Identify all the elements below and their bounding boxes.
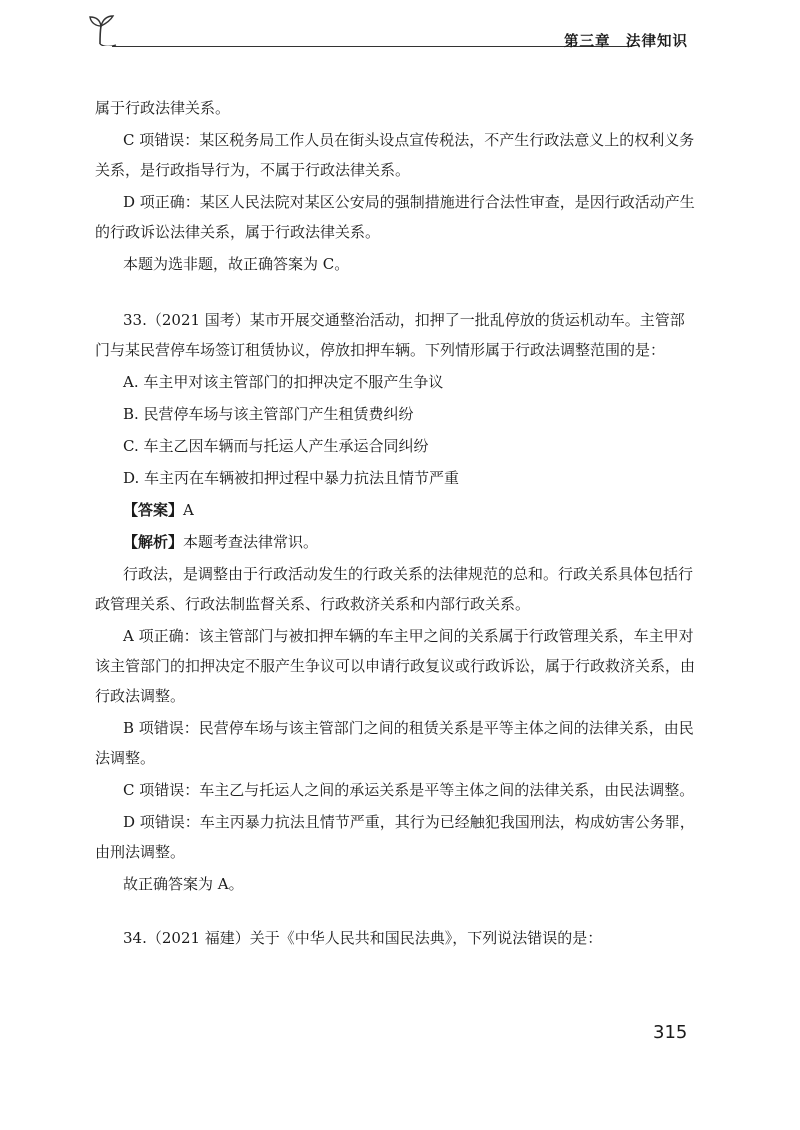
- paragraph: 属于行政法律关系。: [95, 99, 231, 117]
- page-number: 315: [653, 1022, 688, 1043]
- explanation: 行政法，是调整由于行政活动发生的行政关系的法律规范的总和。行政关系具体包括行政管理关系、行政法制监督关系、行政救济关系和内部行政关系。: [95, 565, 694, 613]
- answer-value: A: [183, 501, 194, 519]
- question-33-stem: 33.（2021 国考）某市开展交通整治活动，扣押了一批乱停放的货运机动车。主管部门与某民营停车场签订租赁协议，停放扣押车辆。下列情形属于行政法调整范围的是：: [95, 311, 685, 359]
- explanation: B 项错误：民营停车场与该主管部门之间的租赁关系是平等主体之间的法律关系，由民法调整。: [95, 719, 694, 767]
- option-c: C. 车主乙因车辆而与托运人产生承运合同纠纷: [123, 437, 429, 455]
- analysis-tag: 【解析】: [123, 533, 184, 551]
- option-d: D. 车主丙在车辆被扣押过程中暴力抗法且情节严重: [123, 469, 460, 487]
- analysis-intro: 本题考查法律常识。: [183, 533, 319, 551]
- option-b: B. 民营停车场与该主管部门产生租赁费纠纷: [123, 405, 414, 423]
- explanation: D 项错误：车主丙暴力抗法且情节严重，其行为已经触犯我国刑法，构成妨害公务罪，由刑法调整。: [95, 813, 695, 861]
- answer-tag: 【答案】: [123, 501, 184, 519]
- answer-line: [95, 495, 695, 525]
- header-rule: [112, 46, 632, 47]
- paragraph: 本题为选非题，故正确答案为 C。: [123, 255, 350, 273]
- page-header: [88, 10, 688, 50]
- page-body: [95, 93, 695, 953]
- explanation: 故正确答案为 A。: [123, 875, 244, 893]
- sprout-icon: [88, 14, 118, 46]
- paragraph: C 项错误：某区税务局工作人员在街头设点宣传税法，不产生行政法意义上的权利义务关系，是行政指导行为，不属于行政法律关系。: [95, 131, 695, 179]
- question-34-stem: 34.（2021 福建）关于《中华人民共和国民法典》，下列说法错误的是：: [123, 929, 603, 947]
- option-a: A. 车主甲对该主管部门的扣押决定不服产生争议: [123, 373, 444, 391]
- chapter-title: 第三章 法律知识: [564, 34, 688, 50]
- explanation: C 项错误：车主乙与托运人之间的承运关系是平等主体之间的法律关系，由民法调整。: [123, 781, 695, 799]
- paragraph: D 项正确：某区人民法院对某区公安局的强制措施进行合法性审查，是因行政活动产生的行政诉讼法律关系，属于行政法律关系。: [95, 193, 695, 241]
- analysis-line: [95, 527, 695, 557]
- explanation: A 项正确：该主管部门与被扣押车辆的车主甲之间的关系属于行政管理关系，车主甲对该主管部门的扣押决定不服产生争议可以申请行政复议或行政诉讼，属于行政救济关系，由行政法调整。: [95, 627, 696, 705]
